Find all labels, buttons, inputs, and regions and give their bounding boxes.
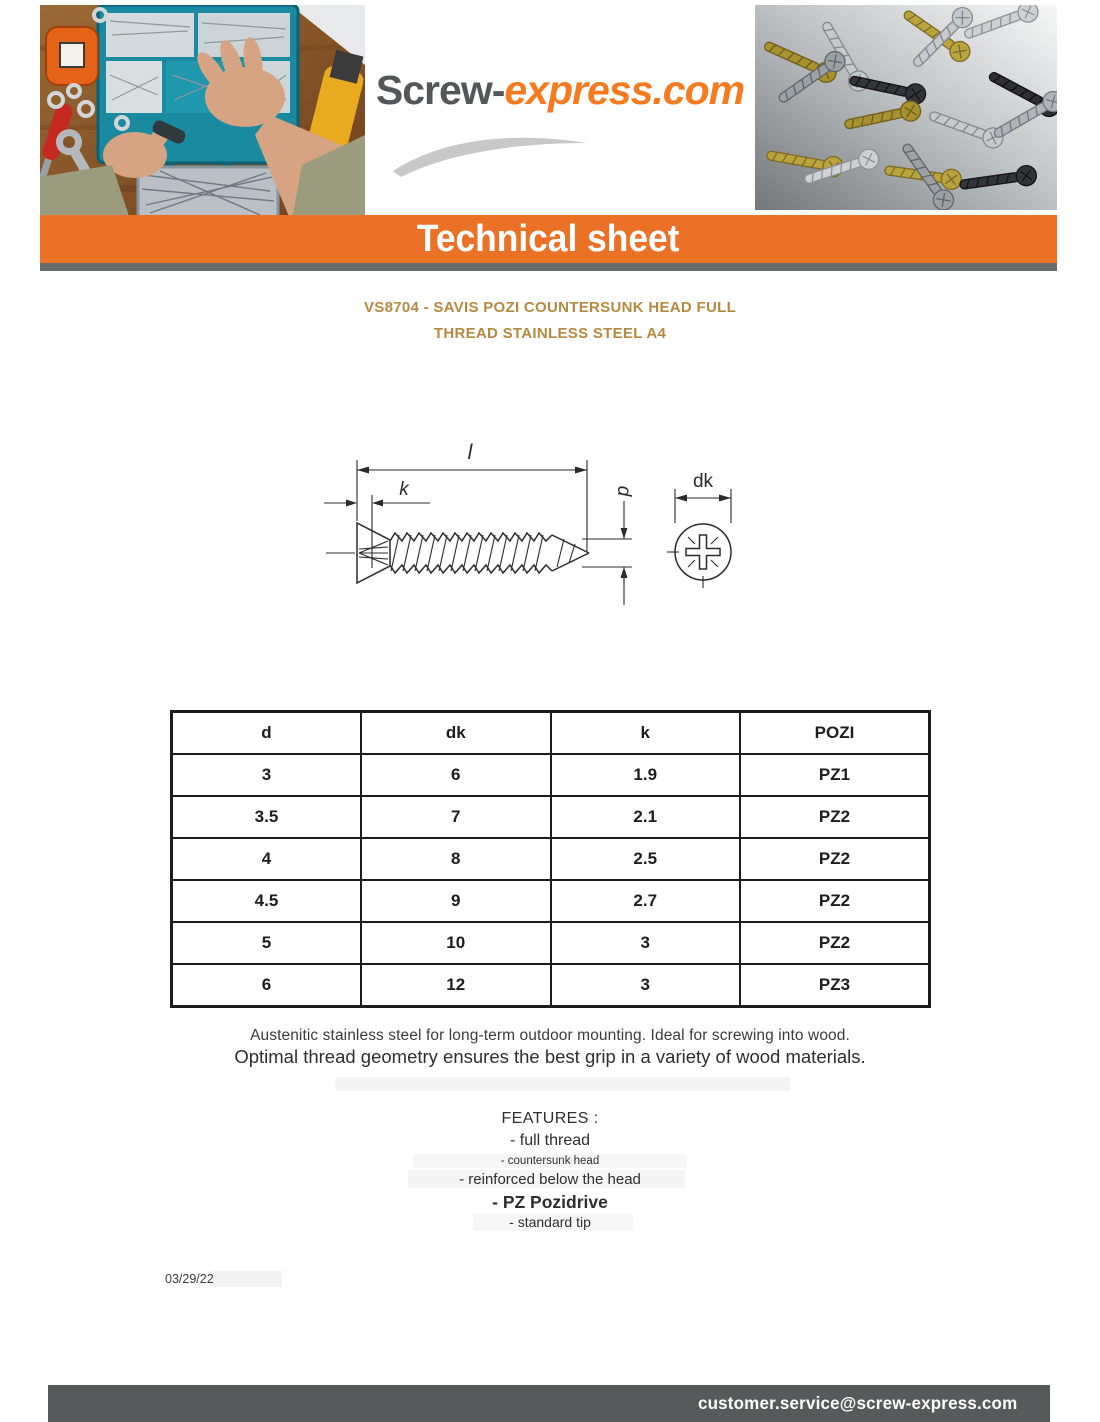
table-cell: 7 xyxy=(361,796,551,838)
table-row xyxy=(172,922,930,964)
banner-shadow-bar xyxy=(40,263,1057,271)
tape-measure xyxy=(46,27,98,85)
screws-pile-photo xyxy=(755,5,1057,210)
table-cell: 3 xyxy=(551,922,741,964)
svg-text:l: l xyxy=(467,441,473,464)
product-title xyxy=(0,295,1100,347)
table-cell: 3.5 xyxy=(172,796,362,838)
table-cell: 5 xyxy=(172,922,362,964)
table-cell: PZ2 xyxy=(740,838,930,880)
logo-text xyxy=(365,67,755,114)
table-cell: PZ2 xyxy=(740,880,930,922)
screw-top-view xyxy=(667,524,731,588)
table-cell: 3 xyxy=(172,754,362,796)
svg-text:k: k xyxy=(399,479,409,500)
table-header-row xyxy=(172,712,930,755)
revision-date: 03/29/22 xyxy=(165,1272,214,1286)
col-header-k: k xyxy=(551,712,741,755)
table-cell: 3 xyxy=(551,964,741,1007)
feature-item: - standard tip xyxy=(509,1214,591,1230)
table-cell: 8 xyxy=(361,838,551,880)
table-cell: 4.5 xyxy=(172,880,362,922)
dimension-d xyxy=(582,486,634,605)
screw-side-view xyxy=(326,523,589,583)
table-cell: PZ3 xyxy=(740,964,930,1007)
table-row xyxy=(172,838,930,880)
screw-tray xyxy=(138,167,278,219)
table-cell: 2.5 xyxy=(551,838,741,880)
technical-sheet-banner xyxy=(40,215,1057,263)
table-cell: PZ1 xyxy=(740,754,930,796)
table-row xyxy=(172,880,930,922)
table-row xyxy=(172,964,930,1007)
dimensions-table xyxy=(170,710,931,1008)
col-header-pozi: POZI xyxy=(740,712,930,755)
table-cell: PZ2 xyxy=(740,796,930,838)
customer-service-email[interactable]: customer.service@screw-express.com xyxy=(697,1393,1018,1413)
table-cell: 12 xyxy=(361,964,551,1007)
table-cell: 10 xyxy=(361,922,551,964)
table-cell: 1.9 xyxy=(551,754,741,796)
table-cell: 2.7 xyxy=(551,880,741,922)
svg-text:dk: dk xyxy=(692,471,714,492)
screw-technical-drawing xyxy=(300,435,770,610)
logo-part-screw: Screw- xyxy=(375,67,505,113)
feature-item: - reinforced below the head xyxy=(459,1171,641,1188)
screw-express-logo xyxy=(365,5,755,219)
feature-item: - full thread xyxy=(509,1132,591,1149)
table-cell: 6 xyxy=(172,964,362,1007)
logo-swoosh-icon xyxy=(387,127,597,179)
product-title-line2: THREAD STAINLESS STEEL A4 xyxy=(433,325,667,342)
table-cell: 9 xyxy=(361,880,551,922)
table-row xyxy=(172,796,930,838)
blurred-text-strip xyxy=(335,1077,790,1091)
features-heading: FEATURES : xyxy=(501,1110,599,1127)
table-cell: 4 xyxy=(172,838,362,880)
table-cell: PZ2 xyxy=(740,922,930,964)
feature-item: - PZ Pozidrive xyxy=(492,1192,608,1212)
workbench-photo xyxy=(40,5,365,219)
table-cell: 6 xyxy=(361,754,551,796)
footer-bar xyxy=(48,1385,1050,1422)
banner-title: Technical sheet xyxy=(417,217,680,260)
table-cell: 2.1 xyxy=(551,796,741,838)
col-header-dk: dk xyxy=(361,712,551,755)
description-line2: Optimal thread geometry ensures the best grip in a variety of wood materials. xyxy=(234,1046,866,1067)
description-line1: Austenitic stainless steel for long-term outdoor mounting. Ideal for screwing into wood. xyxy=(250,1027,850,1044)
table-row xyxy=(172,754,930,796)
dimension-dk xyxy=(675,471,731,523)
logo-part-express: express.com xyxy=(504,67,745,113)
svg-text:d: d xyxy=(613,485,634,497)
dimension-k xyxy=(324,479,430,568)
blurred-text-strip xyxy=(210,1271,282,1287)
product-title-line1: VS8704 - SAVIS POZI COUNTERSUNK HEAD FULL xyxy=(363,299,737,316)
feature-item: - countersunk head xyxy=(500,1155,600,1167)
col-header-d: d xyxy=(172,712,362,755)
